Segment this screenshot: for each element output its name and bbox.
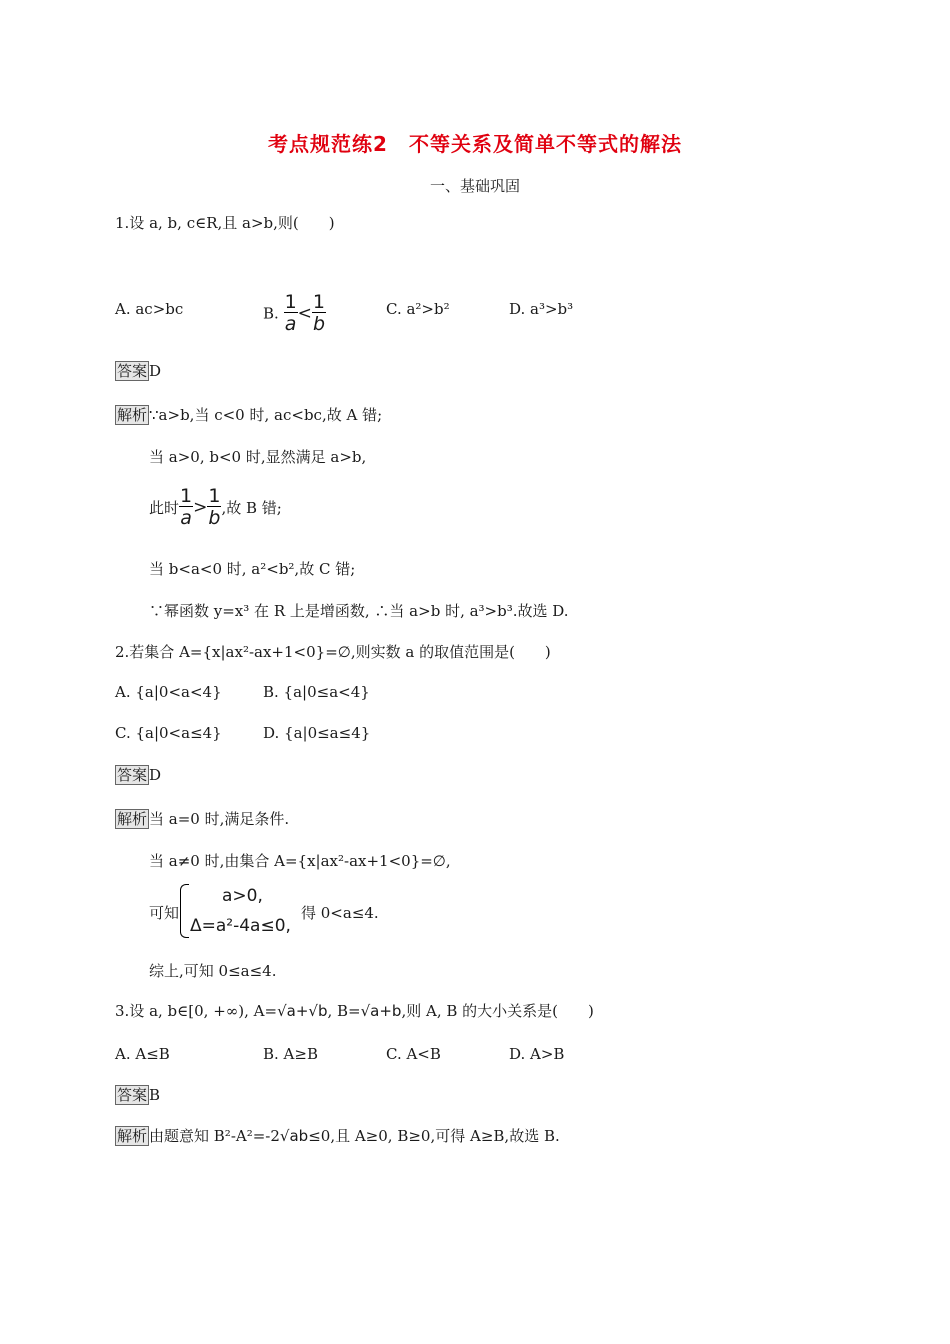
operator: > [193,497,208,518]
system-line-2: Δ=a²-4a≤0, [190,916,291,936]
q3-option-b: B. A≥B [263,1045,318,1063]
q2-analysis-line-1: 当 a=0 时,满足条件. [149,810,290,828]
q2-analysis-row [115,808,289,829]
q3-analysis-row [115,1125,560,1146]
q3-option-a: A. A≤B [115,1045,170,1063]
operator: < [297,303,312,324]
analysis-tag: 解析 [117,810,148,828]
q1-option-d: D. a³>b³ [509,300,574,318]
numerator: 1 [284,291,297,313]
fraction [284,292,298,335]
q1-option-a: A. ac>bc [115,300,184,318]
q2-answer-row [115,765,161,785]
q3-answer-row [115,1085,160,1105]
q1-option-c: C. a²>b² [386,300,450,318]
q2-option-d: D. {a|0≤a≤4} [263,724,371,742]
q2-analysis-line-2: 当 a≠0 时,由集合 A={x|ax²-ax+1<0}=∅, [149,852,451,870]
denominator: b [208,507,221,529]
section-heading: 一、基础巩固 [429,177,520,195]
q1-stem: 1.设 a, b, c∈R,且 a>b,则( ) [115,214,335,232]
q1-analysis-line-5: ∵幂函数 y=x³ 在 R 上是增函数, ∴当 a>b 时, a³>b³.故选 D. [149,602,569,620]
answer-tag: 答案 [117,362,148,380]
numerator: 1 [208,485,221,507]
q3-answer: B [149,1086,161,1104]
fraction [179,486,193,529]
analysis-tag: 解析 [117,406,148,424]
radical-expression: √a+√b [277,1002,328,1020]
q1-analysis-row [115,404,382,425]
numerator: 1 [180,485,193,507]
q1-option-b [263,292,326,335]
system-brace [180,884,189,938]
q1-analysis-line-2: 当 a>0, b<0 时,显然满足 a>b, [149,448,367,466]
q1-option-b-label: B. [263,304,279,323]
q2-option-b: B. {a|0≤a<4} [263,683,370,701]
q2-answer: D [149,766,162,784]
q2-option-c: C. {a|0<a≤4} [115,724,222,742]
system-line-1: a>0, [222,886,263,906]
numerator: 1 [312,291,326,313]
radical-expression: √ab [279,1127,309,1145]
q1-answer: D [149,362,162,380]
fraction [312,292,326,335]
text: ,则 A, B 的大小关系是( ) [401,1002,594,1020]
q1-analysis-line-1: ∵a>b,当 c<0 时, ac<bc,故 A 错; [149,406,383,424]
answer-tag: 答案 [117,766,148,784]
q2-analysis-suffix: 得 0<a≤4. [301,904,379,922]
text: 此时 [149,499,180,517]
page-title: 考点规范练2 不等关系及简单不等式的解法 [268,132,682,156]
q3-option-d: D. A>B [509,1045,565,1063]
text: ,故 B 错; [221,499,282,517]
q1-answer-row [115,361,161,381]
text: 3.设 a, b∈[0, +∞), A= [115,1002,278,1020]
q2-stem: 2.若集合 A={x|ax²-ax+1<0}=∅,则实数 a 的取值范围是( ) [115,643,551,661]
denominator: a [284,313,297,335]
denominator: a [180,507,192,529]
q2-option-a: A. {a|0<a<4} [115,683,222,701]
text: ≤0,且 A≥0, B≥0,可得 A≥B,故选 B. [308,1127,560,1145]
answer-tag: 答案 [117,1086,148,1104]
fraction [207,486,221,529]
q2-analysis-line-4: 综上,可知 0≤a≤4. [149,962,277,980]
denominator: b [312,313,325,335]
text: 由题意知 B²-A²=-2 [149,1127,280,1145]
q2-analysis-prefix: 可知 [149,904,180,922]
text: , B= [327,1002,361,1020]
q1-analysis-line-4: 当 b<a<0 时, a²<b²,故 C 错; [149,560,356,578]
q1-analysis-line-3 [149,486,282,529]
radical-expression: √a+b [360,1002,402,1020]
analysis-tag: 解析 [117,1127,148,1145]
q3-stem [115,1000,594,1021]
q3-option-c: C. A<B [386,1045,441,1063]
